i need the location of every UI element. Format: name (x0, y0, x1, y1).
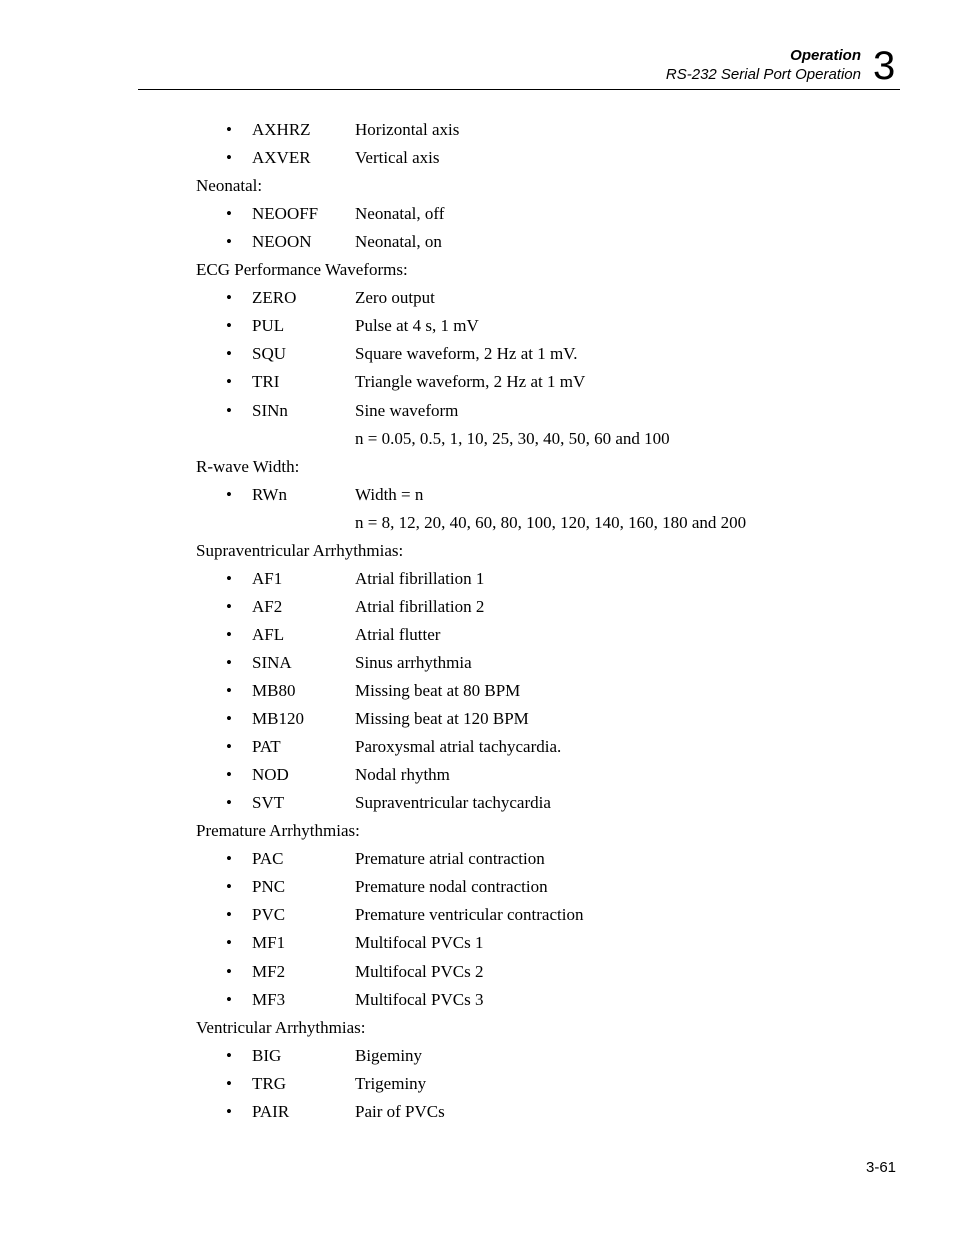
command-description: Square waveform, 2 Hz at 1 mV. (355, 344, 578, 364)
category-heading-text: Neonatal: (196, 176, 263, 196)
parameter-note (0, 509, 954, 537)
bullet-icon: • (226, 596, 232, 616)
page-header (0, 0, 954, 100)
category-heading-text: ECG Performance Waveforms: (196, 260, 408, 280)
command-code: RWn (252, 484, 287, 504)
category-heading (0, 1014, 954, 1042)
command-description: Sinus arrhythmia (355, 652, 472, 672)
list-item (0, 845, 954, 873)
command-code: SINA (252, 652, 292, 672)
command-code: AF2 (252, 596, 283, 616)
command-description: Sine waveform (355, 400, 459, 420)
command-description: Premature nodal contraction (355, 877, 548, 897)
command-description: Multifocal PVCs 3 (355, 989, 484, 1009)
category-heading (0, 172, 954, 200)
command-description: Vertical axis (355, 148, 440, 168)
list-item (0, 144, 954, 172)
bullet-icon: • (226, 344, 232, 364)
command-code: AXVER (252, 148, 311, 168)
list-item (0, 228, 954, 256)
category-heading (0, 537, 954, 565)
parameter-note (0, 425, 954, 453)
parameter-note-text: n = 0.05, 0.5, 1, 10, 25, 30, 40, 50, 60 and 100 (355, 428, 670, 448)
command-code: MB80 (252, 681, 296, 700)
bullet-icon: • (226, 765, 232, 785)
bullet-icon: • (226, 681, 232, 700)
list-item (0, 1070, 954, 1098)
command-description: Paroxysmal atrial tachycardia. (355, 737, 562, 757)
command-description: Premature atrial contraction (355, 849, 545, 869)
bullet-icon: • (226, 204, 232, 224)
list-item (0, 677, 954, 705)
command-code: MF1 (252, 933, 286, 953)
bullet-icon: • (226, 737, 232, 757)
chapter-title: Operation (790, 47, 861, 64)
command-description: Multifocal PVCs 1 (355, 933, 484, 953)
bullet-icon: • (226, 933, 232, 953)
command-description: Pair of PVCs (355, 1101, 445, 1121)
list-item (0, 1042, 954, 1070)
bullet-icon: • (226, 1045, 232, 1065)
bullet-icon: • (226, 372, 232, 392)
bullet-icon: • (226, 709, 232, 729)
command-description: Atrial fibrillation 1 (355, 568, 485, 588)
command-description: Neonatal, on (355, 232, 442, 252)
list-item (0, 621, 954, 649)
list-item (0, 200, 954, 228)
command-code: NOD (252, 765, 289, 785)
bullet-icon: • (226, 652, 232, 672)
command-description: Trigeminy (355, 1073, 427, 1093)
parameter-note-text: n = 8, 12, 20, 40, 60, 80, 100, 120, 140, 160, 180 and 200 (355, 512, 747, 532)
bullet-icon: • (226, 568, 232, 588)
bullet-icon: • (226, 316, 232, 336)
bullet-icon: • (226, 961, 232, 981)
command-code: TRG (252, 1073, 286, 1093)
bullet-icon: • (226, 1073, 232, 1093)
chapter-number: 3 (873, 44, 896, 88)
list-item (0, 929, 954, 957)
bullet-icon: • (226, 793, 232, 813)
command-code: AF1 (252, 568, 283, 588)
list-item (0, 397, 954, 425)
list-item (0, 368, 954, 396)
list-item (0, 789, 954, 817)
command-description: Bigeminy (355, 1045, 423, 1065)
command-code: PAIR (252, 1101, 290, 1121)
category-heading-text: Supraventricular Arrhythmias: (196, 540, 404, 560)
category-heading (0, 817, 954, 845)
command-description: Neonatal, off (355, 204, 445, 224)
command-description: Nodal rhythm (355, 765, 450, 785)
command-code: NEOOFF (252, 204, 319, 224)
command-code: MF2 (252, 961, 286, 981)
command-code: AFL (252, 624, 285, 644)
command-code: MF3 (252, 989, 286, 1009)
command-code: PUL (252, 316, 285, 336)
section-title: RS-232 Serial Port Operation (665, 66, 861, 83)
bullet-icon: • (226, 905, 232, 925)
command-description: Multifocal PVCs 2 (355, 961, 484, 981)
command-code: PAT (252, 737, 281, 757)
bullet-icon: • (226, 989, 232, 1009)
command-code: PVC (252, 905, 286, 925)
list-item (0, 284, 954, 312)
command-description: Missing beat at 80 BPM (355, 681, 521, 700)
list-item (0, 761, 954, 789)
command-description: Pulse at 4 s, 1 mV (355, 316, 479, 336)
command-description: Width = n (355, 484, 424, 504)
list-item (0, 312, 954, 340)
command-code: PAC (252, 849, 284, 869)
list-item (0, 340, 954, 368)
bullet-icon: • (226, 148, 232, 168)
bullet-icon: • (226, 288, 232, 308)
command-description: Triangle waveform, 2 Hz at 1 mV (355, 372, 586, 392)
category-heading (0, 256, 954, 284)
list-item (0, 565, 954, 593)
bullet-icon: • (226, 877, 232, 897)
list-item (0, 873, 954, 901)
command-code: TRI (252, 372, 280, 392)
command-description: Horizontal axis (355, 120, 460, 139)
command-code: MB120 (252, 709, 304, 729)
list-item (0, 481, 954, 509)
category-heading (0, 453, 954, 481)
bullet-icon: • (226, 849, 232, 869)
list-item (0, 116, 954, 144)
command-code: ZERO (252, 288, 297, 308)
command-description: Zero output (355, 288, 435, 308)
command-code: AXHRZ (252, 120, 311, 139)
list-item (0, 705, 954, 733)
bullet-icon: • (226, 232, 232, 252)
list-item (0, 958, 954, 986)
command-description: Missing beat at 120 BPM (355, 709, 529, 729)
list-item (0, 1098, 954, 1126)
command-code: SINn (252, 400, 288, 420)
command-code: BIG (252, 1045, 282, 1065)
command-description: Atrial flutter (355, 624, 441, 644)
command-code: SQU (252, 344, 287, 364)
category-heading-text: R-wave Width: (196, 456, 300, 476)
bullet-icon: • (226, 120, 232, 139)
bullet-icon: • (226, 624, 232, 644)
list-item (0, 733, 954, 761)
category-heading-text: Ventricular Arrhythmias: (196, 1017, 366, 1037)
bullet-icon: • (226, 484, 232, 504)
bullet-icon: • (226, 1101, 232, 1121)
command-description: Supraventricular tachycardia (355, 793, 551, 813)
list-item (0, 901, 954, 929)
list-item (0, 649, 954, 677)
command-code: SVT (252, 793, 285, 813)
bullet-icon: • (226, 400, 232, 420)
command-description: Atrial fibrillation 2 (355, 596, 485, 616)
command-description: Premature ventricular contraction (355, 905, 584, 925)
category-heading-text: Premature Arrhythmias: (196, 821, 360, 841)
header-rule (138, 89, 900, 90)
page-number: 3-61 (866, 1159, 897, 1176)
command-code: PNC (252, 877, 286, 897)
list-item (0, 593, 954, 621)
list-item (0, 986, 954, 1014)
command-code: NEOON (252, 232, 312, 252)
